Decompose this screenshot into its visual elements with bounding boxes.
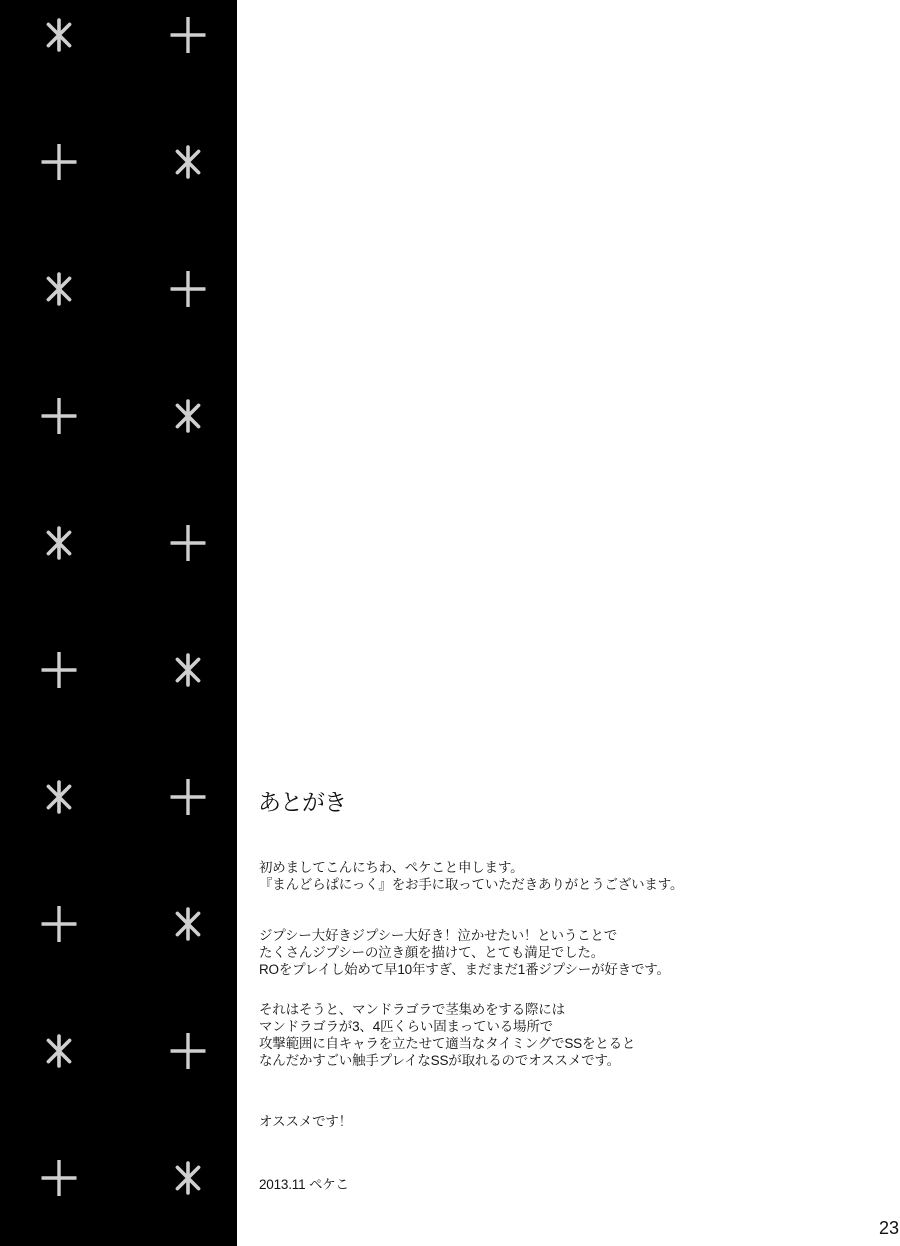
asterisk-icon [169, 651, 207, 689]
asterisk-icon [169, 143, 207, 181]
afterword-paragraph [259, 859, 683, 893]
text-line: オススメです！ [259, 1114, 352, 1129]
plus-icon [40, 905, 78, 943]
afterword-paragraph [259, 927, 670, 978]
text-line: なんだかすごい触手プレイなSSが取れるのでオススメです。 [259, 1053, 620, 1068]
text-line: たくさんジプシーの泣き顔を描けて、とても満足でした。 [259, 945, 604, 960]
text-line: 2013.11 ペケこ [259, 1177, 349, 1192]
afterword-page [237, 0, 900, 1246]
text-line: マンドラゴラが3、4匹くらい固まっている場所で [259, 1019, 553, 1034]
text-line: 初めましてこんにちわ、ペケこと申します。 [259, 860, 524, 875]
text-line: 攻撃範囲に自キャラを立たせて適当なタイミングでSSをとると [259, 1036, 636, 1051]
text-line: それはそうと、マンドラゴラで茎集めをする際には [259, 1002, 565, 1017]
plus-icon [169, 1032, 207, 1070]
text-line: 『まんどらぱにっく』をお手に取っていただきありがとうございます。 [259, 877, 684, 892]
text-line: ジプシー大好きジプシー大好き！泣かせたい！ということで [259, 928, 618, 943]
asterisk-icon [169, 397, 207, 435]
asterisk-icon [169, 1159, 207, 1197]
plus-icon [40, 651, 78, 689]
plus-icon [40, 1159, 78, 1197]
plus-icon [169, 524, 207, 562]
asterisk-icon [40, 1032, 78, 1070]
asterisk-icon [40, 270, 78, 308]
left-decorative-band [0, 0, 237, 1246]
asterisk-icon [40, 524, 78, 562]
plus-icon [40, 143, 78, 181]
text-line: ROをプレイし始めて早10年すぎ、まだまだ1番ジプシーが好きです。 [259, 962, 670, 977]
plus-icon [169, 778, 207, 816]
plus-icon [169, 16, 207, 54]
asterisk-icon [40, 778, 78, 816]
afterword-credit-line [259, 1176, 349, 1193]
afterword-paragraph [259, 1001, 635, 1069]
plus-icon [169, 270, 207, 308]
page-number: 23 [879, 1218, 900, 1238]
afterword-paragraph [259, 1113, 352, 1130]
asterisk-icon [40, 16, 78, 54]
asterisk-icon [169, 905, 207, 943]
plus-icon [40, 397, 78, 435]
afterword-title: あとがき [258, 789, 346, 815]
